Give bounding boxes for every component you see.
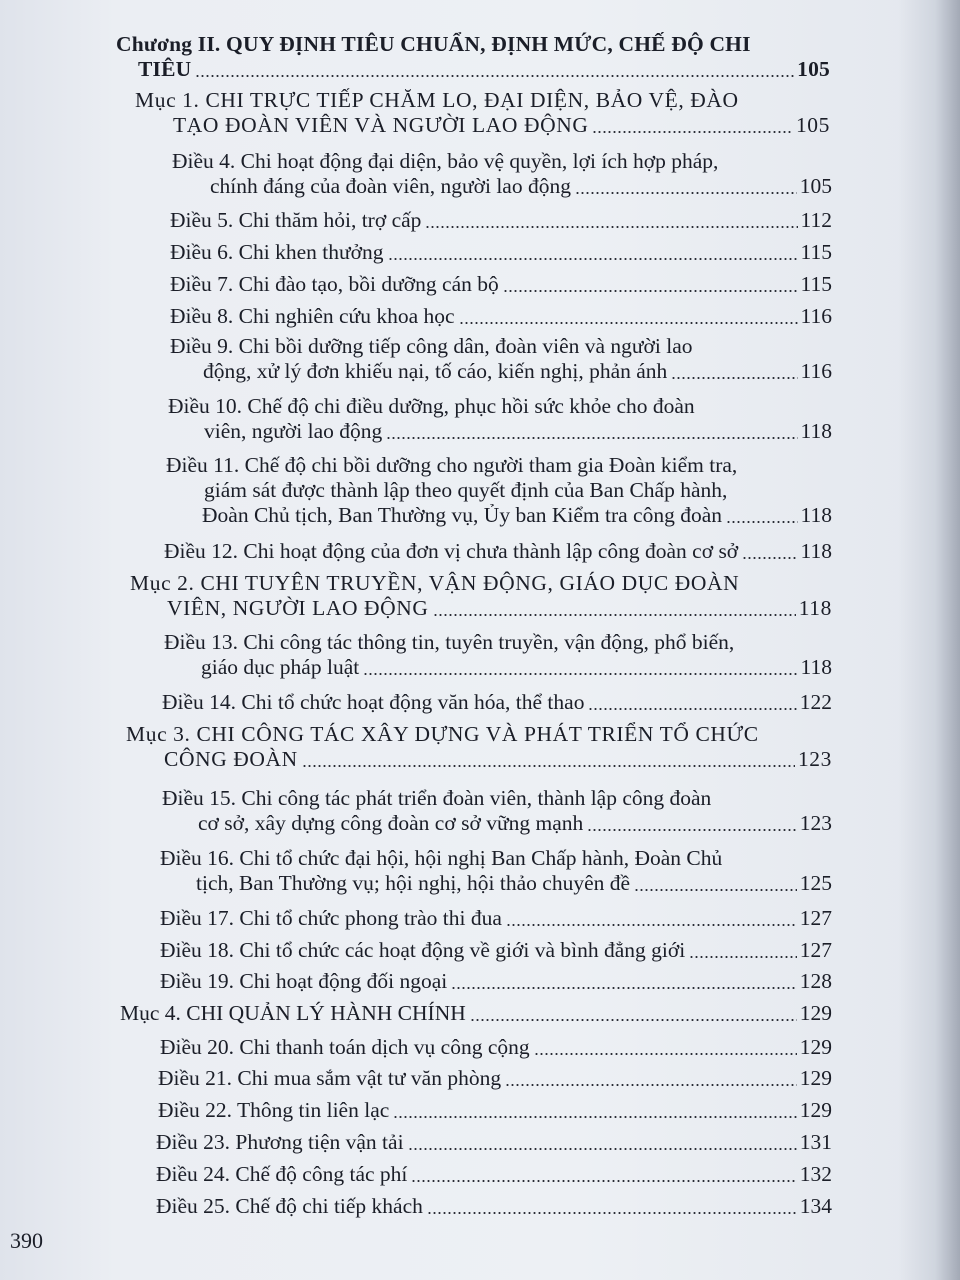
toc-entry-line: Mục 3. CHI CÔNG TÁC XÂY DỰNG VÀ PHÁT TRIỂN TỔ CHỨC — [126, 722, 759, 746]
toc-entry-title: chính đáng của đoàn viên, người lao động — [210, 174, 571, 198]
toc-entry-title: động, xử lý đơn khiếu nại, tố cáo, kiến nghị, phản ánh — [203, 359, 668, 383]
toc-page-number: 118 — [800, 503, 832, 527]
toc-entry-line: Mục 2. CHI TUYÊN TRUYỀN, VẬN ĐỘNG, GIÁO DỤC ĐOÀN — [130, 571, 740, 595]
toc-entry-title: TẠO ĐOÀN VIÊN VÀ NGƯỜI LAO ĐỘNG — [173, 113, 589, 137]
toc-page-number: 115 — [800, 240, 832, 264]
toc-section-1 — [135, 88, 830, 138]
toc-page-number: 118 — [800, 419, 832, 443]
toc-entry-line: Điều 4. Chi hoạt động đại diện, bảo vệ quyền, lợi ích hợp pháp, — [172, 149, 719, 173]
toc-page-number: 129 — [799, 1035, 832, 1059]
dot-leader — [386, 437, 797, 439]
toc-page-number: 129 — [799, 1066, 832, 1090]
toc-entry-title: Điều 17. Chi tổ chức phong trào thi đua — [160, 906, 502, 930]
toc-page-number: 129 — [799, 1098, 832, 1122]
toc-chapter-2 — [116, 32, 830, 82]
dot-leader — [393, 1116, 796, 1118]
toc-article-9 — [170, 334, 832, 384]
toc-page-number: 118 — [798, 596, 832, 620]
toc-page-number: 134 — [799, 1194, 832, 1218]
toc-entry-title: Điều 21. Chi mua sắm vật tư văn phòng — [158, 1066, 502, 1090]
toc-entry-title: Điều 20. Chi thanh toán dịch vụ công cộng — [160, 1035, 530, 1059]
dot-leader — [408, 1148, 797, 1150]
toc-entry-line: giám sát được thành lập theo quyết định của Ban Chấp hành, — [204, 478, 728, 502]
toc-entry-line: Điều 13. Chi công tác thông tin, tuyên truyền, vận động, phổ biến, — [164, 630, 735, 654]
toc-page-number: 128 — [799, 969, 832, 993]
toc-entry-title: Điều 25. Chế độ chi tiếp khách — [156, 1194, 423, 1218]
dot-leader — [459, 322, 798, 324]
toc-section-4 — [120, 1001, 832, 1026]
toc-page-number: 125 — [799, 871, 832, 895]
toc-page-number: 132 — [799, 1162, 832, 1186]
dot-leader — [689, 956, 797, 958]
toc-page-number: 123 — [799, 811, 832, 835]
toc-page-number: 131 — [799, 1130, 832, 1154]
toc-page-number: 129 — [799, 1001, 832, 1025]
dot-leader — [302, 765, 795, 767]
dot-leader — [470, 1019, 797, 1021]
page-number: 390 — [10, 1228, 43, 1253]
toc-page-number: 127 — [799, 938, 832, 962]
toc-article-19 — [160, 969, 832, 994]
toc-entry-title: Điều 23. Phương tiện vận tải — [156, 1130, 404, 1154]
toc-page-number: 105 — [799, 174, 832, 198]
toc-article-8 — [170, 304, 832, 329]
toc-page-number: 105 — [797, 57, 830, 81]
dot-leader — [671, 377, 797, 379]
toc-entry-title: viên, người lao động — [204, 419, 383, 443]
toc-entry-title: Điều 7. Chi đào tạo, bồi dưỡng cán bộ — [170, 272, 499, 296]
toc-entry-line: Điều 10. Chế độ chi điều dưỡng, phục hồi sức khỏe cho đoàn — [168, 394, 695, 418]
toc-entry-line: Điều 11. Chế độ chi bồi dưỡng cho người tham gia Đoàn kiểm tra, — [166, 453, 738, 477]
dot-leader — [506, 924, 797, 926]
dot-leader — [388, 258, 798, 260]
toc-article-22 — [158, 1098, 832, 1123]
toc-page-number: 123 — [797, 747, 832, 771]
toc-article-6 — [170, 240, 832, 265]
toc-entry-title: giáo dục pháp luật — [201, 655, 360, 679]
dot-leader — [505, 1084, 797, 1086]
toc-page-number: 122 — [799, 690, 832, 714]
toc-entry-title: Mục 4. CHI QUẢN LÝ HÀNH CHÍNH — [120, 1001, 466, 1025]
toc-article-10 — [168, 394, 832, 444]
toc-page-number: 118 — [800, 655, 832, 679]
toc-article-24 — [156, 1162, 832, 1187]
dot-leader — [363, 673, 797, 675]
dot-leader — [433, 614, 796, 616]
dot-leader — [451, 987, 797, 989]
toc-article-4 — [172, 149, 832, 199]
dot-leader — [534, 1053, 797, 1055]
toc-entry-line: Điều 16. Chi tổ chức đại hội, hội nghị Ban Chấp hành, Đoàn Chủ — [160, 846, 723, 870]
toc-entry-line: Điều 9. Chi bồi dưỡng tiếp công dân, đoàn viên và người lao — [170, 334, 693, 358]
toc-article-16 — [160, 846, 832, 896]
toc-article-11 — [166, 453, 832, 528]
toc-entry-title: VIÊN, NGƯỜI LAO ĐỘNG — [167, 596, 429, 620]
dot-leader — [634, 889, 797, 891]
dot-leader — [575, 192, 797, 194]
toc-entry-title: Điều 6. Chi khen thưởng — [170, 240, 384, 264]
dot-leader — [411, 1180, 796, 1182]
toc-section-3 — [126, 722, 832, 772]
dot-leader — [726, 521, 798, 523]
page-gutter-shadow — [898, 0, 960, 1280]
toc-page-number: 112 — [800, 208, 832, 232]
toc-entry-title: TIÊU — [138, 57, 192, 81]
toc-entry-title: Điều 14. Chi tổ chức hoạt động văn hóa, thể thao — [162, 690, 585, 714]
toc-entry-title: Điều 5. Chi thăm hỏi, trợ cấp — [170, 208, 422, 232]
toc-article-25 — [156, 1194, 832, 1219]
toc-section-2 — [130, 571, 832, 621]
toc-entry-title: Điều 22. Thông tin liên lạc — [158, 1098, 390, 1122]
dot-leader — [588, 708, 796, 710]
toc-entry-line: Chương II. QUY ĐỊNH TIÊU CHUẨN, ĐỊNH MỨC, CHẾ ĐỘ CHI — [116, 32, 751, 56]
toc-entry-title: Điều 24. Chế độ công tác phí — [156, 1162, 408, 1186]
toc-entry-line: Điều 15. Chi công tác phát triển đoàn viên, thành lập công đoàn — [162, 786, 712, 810]
dot-leader — [742, 557, 797, 559]
toc-entry-title: Đoàn Chủ tịch, Ban Thường vụ, Ủy ban Kiểm tra công đoàn — [202, 503, 723, 527]
toc-article-5 — [170, 208, 832, 233]
toc-article-14 — [162, 690, 832, 715]
toc-article-17 — [160, 906, 832, 931]
dot-leader — [427, 1212, 797, 1214]
toc-entry-title: tịch, Ban Thường vụ; hội nghị, hội thảo chuyên đề — [196, 871, 631, 895]
toc-entry-title: Điều 18. Chi tổ chức các hoạt động về giới và bình đẳng giới — [160, 938, 686, 962]
toc-page-number: 115 — [800, 272, 832, 296]
toc-entry-title: CÔNG ĐOÀN — [164, 747, 298, 771]
toc-article-18 — [160, 938, 832, 963]
toc-page-number: 105 — [795, 113, 830, 137]
dot-leader — [425, 226, 797, 228]
toc-entry-title: Điều 8. Chi nghiên cứu khoa học — [170, 304, 455, 328]
toc-article-23 — [156, 1130, 832, 1155]
toc-entry-line: Mục 1. CHI TRỰC TIẾP CHĂM LO, ĐẠI DIỆN, BẢO VỆ, ĐÀO — [135, 88, 739, 112]
dot-leader — [503, 290, 798, 292]
toc-page-number: 116 — [800, 359, 832, 383]
dot-leader — [592, 131, 792, 133]
toc-article-7 — [170, 272, 832, 297]
toc-article-12 — [164, 539, 832, 564]
toc-entry-title: cơ sở, xây dựng công đoàn cơ sở vững mạnh — [198, 811, 584, 835]
toc-page-number: 127 — [799, 906, 832, 930]
toc-article-15 — [162, 786, 832, 836]
toc-page-number: 118 — [800, 539, 832, 563]
toc-article-13 — [164, 630, 832, 680]
toc-entry-title: Điều 12. Chi hoạt động của đơn vị chưa thành lập công đoàn cơ sở — [164, 539, 739, 563]
toc-article-20 — [160, 1035, 832, 1060]
dot-leader — [195, 75, 794, 77]
toc-article-21 — [158, 1066, 832, 1091]
toc-entry-title: Điều 19. Chi hoạt động đối ngoại — [160, 969, 448, 993]
dot-leader — [587, 829, 797, 831]
toc-page-number: 116 — [800, 304, 832, 328]
